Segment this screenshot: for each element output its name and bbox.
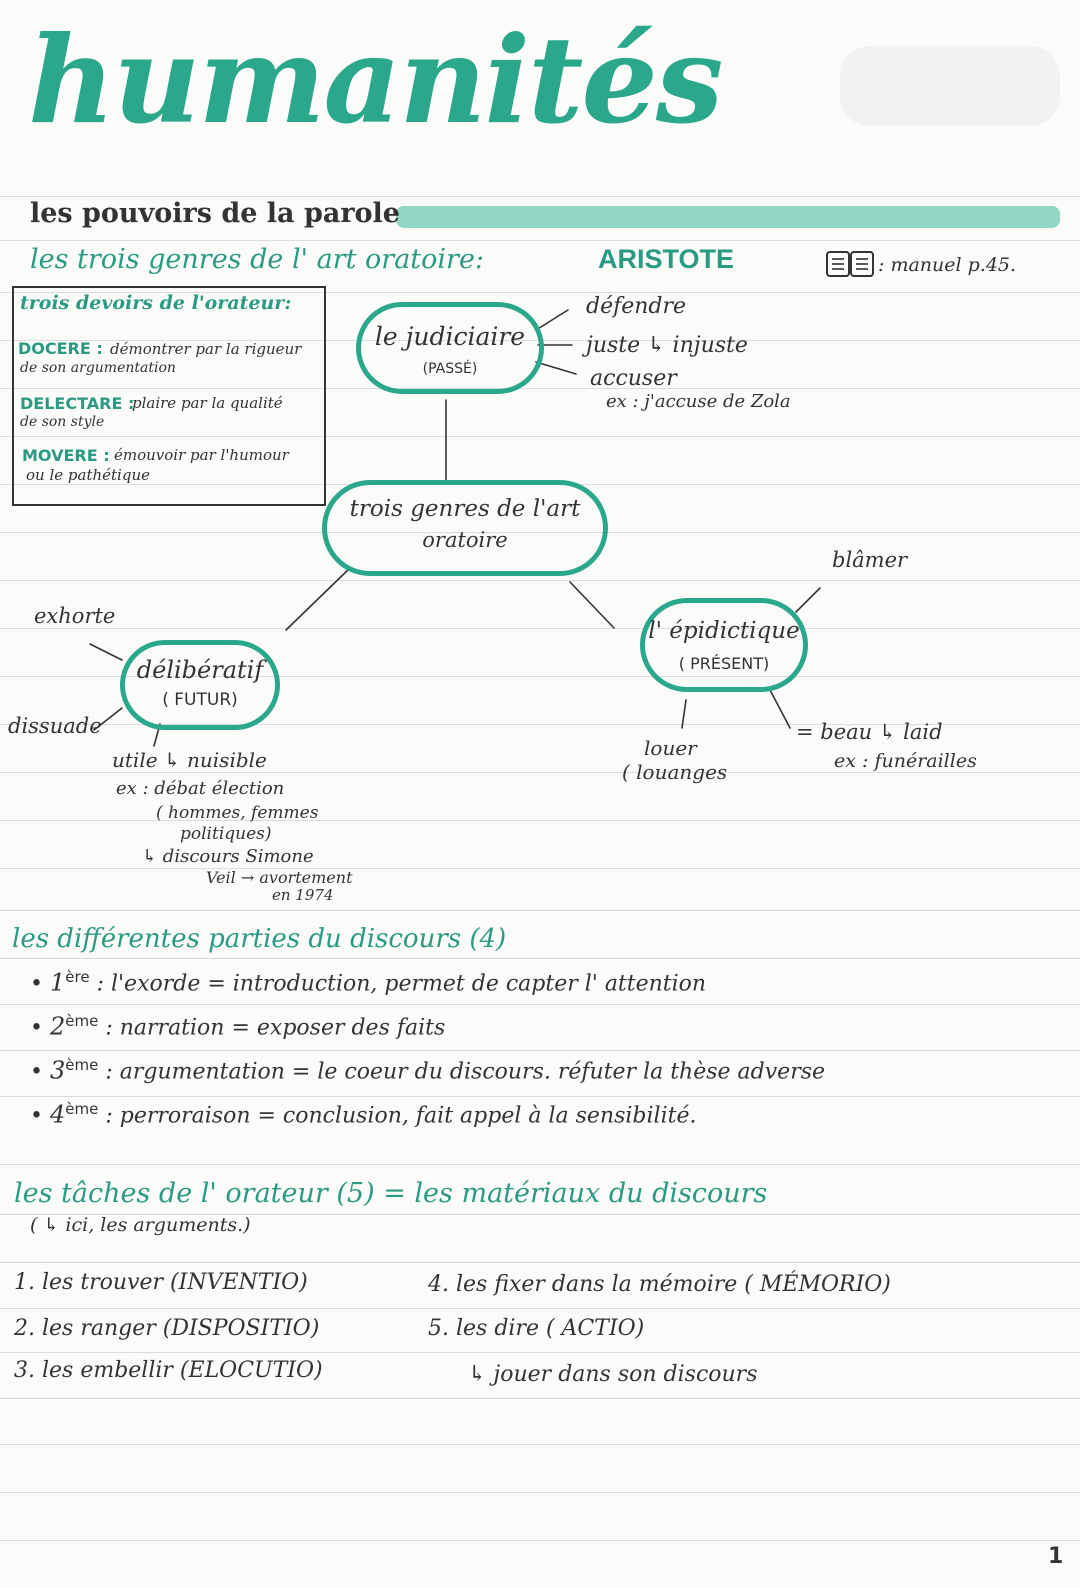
judiciaire-defendre: défendre [586, 294, 687, 319]
delectare-line1: plaire par la qualité [132, 394, 283, 412]
parties-item-2 [30, 1012, 445, 1040]
deliberatif-year: en 1974 [272, 886, 334, 904]
parties-item-1-num: 1 [49, 968, 66, 997]
manual-reference: : manuel p.45. [878, 254, 1017, 276]
parties-item-3-sup: ème [65, 1056, 99, 1074]
judiciaire-time: (PASSÉ) [422, 361, 478, 377]
parties-item-3-num: 3 [49, 1056, 66, 1085]
deliberatif-example: ex : débat élection [116, 778, 285, 799]
parties-item-1-sup: ère [65, 968, 90, 986]
parties-item-2-num: 2 [49, 1012, 66, 1041]
judiciaire-accuser: accuser [590, 366, 677, 391]
subtitle: les pouvoirs de la parole [30, 198, 400, 229]
tache-1: 1. les trouver (INVENTIO) [14, 1270, 308, 1295]
delectare-line2: de son style [20, 414, 105, 430]
parties-item-4-num: 4 [49, 1100, 66, 1129]
parties-item-2-text: : narration = exposer des faits [105, 1015, 446, 1041]
epidictique-blamer: blâmer [832, 548, 908, 572]
page-number: 1 [1048, 1544, 1064, 1569]
deliberatif-time: ( FUTUR) [162, 690, 238, 710]
tache-4: 4. les fixer dans la mémoire ( MÉMORIO) [428, 1272, 891, 1297]
epidictique-louer: louer [644, 736, 697, 760]
bullet-dot: • [30, 1103, 43, 1129]
judiciaire-example: ex : j'accuse de Zola [606, 391, 791, 412]
tache-2: 2. les ranger (DISPOSITIO) [14, 1316, 320, 1341]
center-line1: trois genres de l'art [349, 496, 581, 522]
deliberatif-dissuade: dissuade [8, 714, 102, 738]
bullet-dot: • [30, 971, 43, 997]
parties-item-4 [30, 1100, 696, 1128]
epidictique-bubble [640, 598, 808, 692]
deliberatif-veil: Veil → avortement [206, 868, 353, 887]
epidictique-funerailles: ex : funérailles [834, 750, 977, 772]
tache-3: 3. les embellir (ELOCUTIO) [14, 1358, 323, 1383]
deliberatif-name: délibératif [136, 656, 264, 684]
judiciaire-juste-injuste: juste ↳ injuste [586, 333, 748, 358]
parties-item-3-text: : argumentation = le coeur du discours. réfuter la thèse adverse [105, 1059, 826, 1085]
parties-item-1 [30, 968, 706, 996]
tache-5-detail: ↳ jouer dans son discours [468, 1362, 758, 1387]
docere-keyword: DOCERE : [18, 339, 103, 358]
deliberatif-simone: ↳ discours Simone [142, 846, 314, 867]
delectare-keyword: DELECTARE : [20, 394, 135, 413]
docere-line2: de son argumentation [20, 360, 176, 376]
bullet-dot: • [30, 1015, 43, 1041]
deliberatif-example-3: politiques) [180, 824, 272, 844]
parties-item-3 [30, 1056, 825, 1084]
genres-heading: les trois genres de l' art oratoire: [30, 244, 485, 275]
deliberatif-example-2: ( hommes, femmes [156, 803, 319, 823]
epidictique-louanges: ( louanges [622, 760, 728, 784]
aristote-label: ARISTOTE [598, 244, 735, 274]
movere-line1: émouvoir par l'humour [114, 446, 289, 464]
parties-item-4-sup: ème [65, 1100, 99, 1118]
epidictique-time: ( PRÉSENT) [678, 654, 770, 673]
movere-line2: ou le pathétique [26, 466, 150, 484]
bullet-dot: • [30, 1059, 43, 1085]
taches-heading: les tâches de l' orateur (5) = les matériaux du discours [14, 1178, 768, 1209]
docere-line1: démontrer par la rigueur [110, 340, 302, 358]
parties-item-1-text: : l'exorde = introduction, permet de capter l' attention [96, 971, 707, 997]
parties-heading: les différentes parties du discours (4) [12, 924, 507, 954]
taches-sub: ( ↳ ici, les arguments.) [30, 1214, 251, 1236]
judiciaire-name: le judiciaire [374, 322, 526, 351]
deliberatif-utile: utile ↳ nuisible [112, 748, 267, 772]
epidictique-beau-laid: = beau ↳ laid [796, 720, 943, 744]
parties-item-2-sup: ème [65, 1012, 99, 1030]
movere-keyword: MOVERE : [22, 446, 110, 465]
deliberatif-bubble [120, 640, 280, 730]
parties-item-4-text: : perroraison = conclusion, fait appel à la sensibilité. [105, 1103, 697, 1129]
deliberatif-exhorte: exhorte [34, 604, 116, 628]
page-title: humanités [28, 10, 722, 151]
tache-5: 5. les dire ( ACTIO) [428, 1316, 645, 1341]
epidictique-name: l' épidictique [648, 618, 800, 644]
center-line2: oratoire [422, 528, 508, 552]
devoirs-title: trois devoirs de l'orateur: [20, 292, 292, 314]
